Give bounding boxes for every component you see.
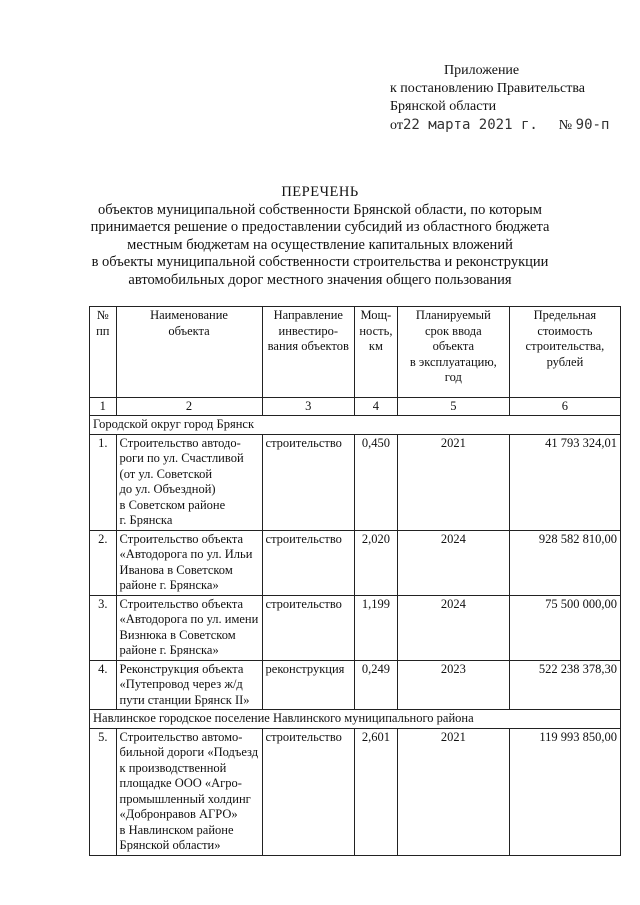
group-row (90, 416, 621, 435)
row-number: 3. (90, 595, 117, 660)
capacity-km: 2,601 (355, 728, 398, 855)
header-cell-cost: Предельная стоимость строительства, рублей (509, 307, 620, 398)
object-name: Строительство автомо- бильной дороги «Подъезд к производственной площадке ООО «Агро- промышленный холдинг «Добронравов АГРО» в Навлинском районе Брянской области» (116, 728, 262, 855)
commission-year: 2021 (397, 434, 509, 530)
table-row (90, 728, 621, 855)
max-cost: 119 993 850,00 (509, 728, 620, 855)
column-number: 3 (262, 398, 355, 416)
column-number: 6 (509, 398, 620, 416)
row-number: 2. (90, 530, 117, 595)
title-line: автомобильных дорог местного значения общего пользования (128, 271, 512, 288)
commission-year: 2024 (397, 595, 509, 660)
table-row (90, 660, 621, 710)
appendix-title: Приложение (444, 63, 520, 78)
object-name: Строительство объекта «Автодорога по ул. Ильи Иванова в Советском районе г. Брянска» (116, 530, 262, 595)
investment-direction: строительство (262, 595, 355, 660)
appendix-header (390, 62, 609, 136)
date-prefix: от (390, 118, 403, 133)
number-stamp: 90-п (575, 117, 610, 133)
table-header-row (90, 307, 621, 398)
objects-table (89, 306, 621, 856)
capacity-km: 2,020 (355, 530, 398, 595)
date-stamp: 22 марта 2021 г. (402, 117, 538, 133)
commission-year: 2021 (397, 728, 509, 855)
header-cell-capacity: Мощ- ность, км (355, 307, 398, 398)
max-cost: 75 500 000,00 (509, 595, 620, 660)
column-number-row (90, 398, 621, 416)
investment-direction: реконструкция (262, 660, 355, 710)
header-cell-name: Наименование объекта (116, 307, 262, 398)
title-line: объектов муниципальной собственности Брянской области, по которым (98, 201, 542, 218)
column-number: 1 (90, 398, 117, 416)
table-row (90, 434, 621, 530)
max-cost: 928 582 810,00 (509, 530, 620, 595)
column-number: 2 (116, 398, 262, 416)
title-line: принимается решение о предоставлении субсидий из областного бюджета (90, 219, 550, 236)
appendix-resolution-line: к постановлению Правительства (390, 81, 586, 96)
object-name: Строительство автодо- роги по ул. Счастливой (от ул. Советской до ул. Объездной) в Советском районе г. Брянска (116, 434, 262, 530)
investment-direction: строительство (262, 530, 355, 595)
title-line: в объекты муниципальной собственности строительства и реконструкции (91, 254, 549, 271)
title-line: местным бюджетам на осуществление капитальных вложений (127, 236, 513, 253)
object-name: Реконструкция объекта «Путепровод через ж/д пути станции Брянск II» (116, 660, 262, 710)
row-number: 1. (90, 434, 117, 530)
title-heading: ПЕРЕЧЕНЬ (281, 184, 359, 200)
appendix-region-line: Брянской области (390, 99, 497, 114)
group-title: Навлинское городское поселение Навлинского муниципального района (90, 710, 621, 729)
commission-year: 2023 (397, 660, 509, 710)
table-row (90, 530, 621, 595)
column-number: 5 (397, 398, 509, 416)
row-number: 5. (90, 728, 117, 855)
group-title: Городской округ город Брянск (90, 416, 621, 435)
number-label: № (558, 118, 573, 133)
header-cell-direction: Направление инвестиро- вания объектов (262, 307, 355, 398)
investment-direction: строительство (262, 434, 355, 530)
investment-direction: строительство (262, 728, 355, 855)
max-cost: 41 793 324,01 (509, 434, 620, 530)
commission-year: 2024 (397, 530, 509, 595)
appendix-date-row (390, 116, 609, 136)
document-title (0, 184, 640, 290)
capacity-km: 0,450 (355, 434, 398, 530)
object-name: Строительство объекта «Автодорога по ул. имени Визнюка в Советском районе г. Брянска» (116, 595, 262, 660)
header-cell-number: № пп (90, 307, 117, 398)
table-row (90, 595, 621, 660)
column-number: 4 (355, 398, 398, 416)
header-cell-year: Планируемый срок ввода объекта в эксплуатацию, год (397, 307, 509, 398)
capacity-km: 0,249 (355, 660, 398, 710)
group-row (90, 710, 621, 729)
max-cost: 522 238 378,30 (509, 660, 620, 710)
row-number: 4. (90, 660, 117, 710)
capacity-km: 1,199 (355, 595, 398, 660)
